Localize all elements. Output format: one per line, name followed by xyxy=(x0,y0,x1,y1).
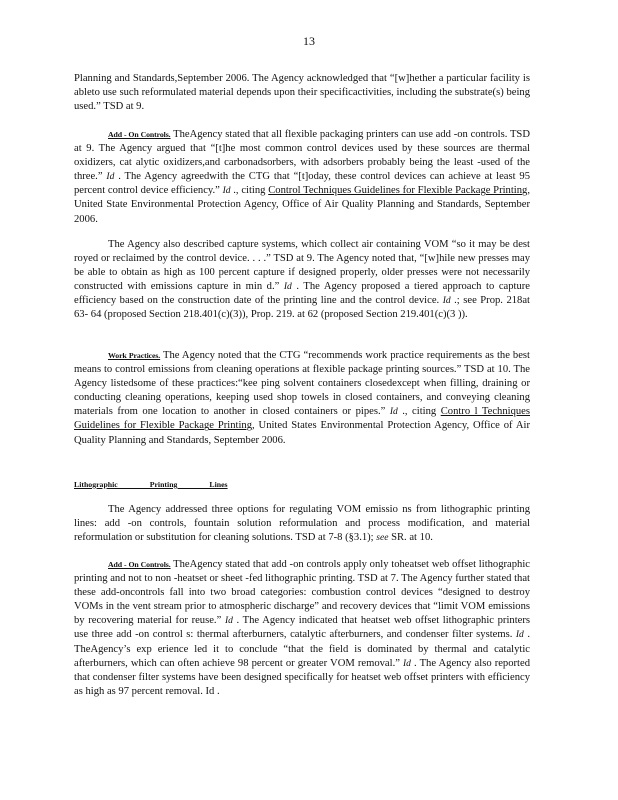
citation-title: Control Techniques Guidelines for Flexible Package Printing xyxy=(268,185,528,197)
paragraph-add-on-controls: Add - On Controls. TheAgency stated that all flexible packaging printers can use add -on controls. TSD at 9. The Agency argued that “[t]he most common control devices used by these sources are thermal oxidizers, cat alytic oxidizers,and carbonadsorbers, with adsorbers probably being the least -used of the three.” Id . The Agency agreedwith the CTG that “[t]oday, these control devices can achieve at least 95 percent control device efficiency.” Id ., citing Control Techniques Guidelines for Flexible Package Printing, United State Environmental Protection Agency, Office of Air Quality Planning and Standards, September 2006. xyxy=(74,129,530,225)
paragraph-continuation xyxy=(74,72,530,114)
section-heading: Work Practices. xyxy=(108,351,161,360)
section-heading: Add - On Controls. xyxy=(108,130,171,139)
section-heading: Add - On Controls. xyxy=(108,560,171,569)
citation-title: Contro l Techniques Guidelines for Flexible Package Printing xyxy=(74,406,530,432)
paragraph-work-practices: Work Practices. The Agency noted that the CTG “recommends work practice requirements as the best means to control emissions from cleaning operations at flexible package printing sources.” TSD at 10. The Agency listedsome of these practices:“kee ping solvent containers closedexcept when filling, draining or conducting cleaning operations, keeping used shop towels in closed containers, and conveying cleaning materials from one location to another in closed containers or pipes.” Id ., citing Contro l Techniques Guidelines for Flexible Package Printing, United States Environmental Protection Agency, Office of Air Quality Planning and Standards, September 2006. xyxy=(74,350,530,446)
section-heading-lithographic: Lithographic Printing Lines xyxy=(74,480,228,489)
page-number: 13 xyxy=(303,34,315,48)
paragraph-text: Planning and Standards,September 2006. The Agency acknowledged that “[w]hether a particular facility is ableto use such reformulated material depends upon their specificactivities, including the substrate(s) being used.” TSD at 9. xyxy=(74,73,530,113)
paragraph-capture-systems: The Agency also described capture systems, which collect air containing VOM “so it may be dest royed or reclaimed by the control device. . . .” TSD at 9. The Agency noted that, “[w]hile new presses may be able to obtain as high as 100 percent capture if designed properly, older presses were not necessarily constructed with emissions capture in min d.” Id . The Agency proposed a tiered approach to capture efficiency based on the construction date of the printing line and the control device. Id .; see Prop. 218at 63- 64 (proposed Section 218.401(c)(3)), Prop. 219. at 62 (proposed Section 219.401(c)(3 )). xyxy=(74,239,530,321)
paragraph-lithographic-add-on-controls: Add - On Controls. TheAgency stated that add -on controls apply only toheatset web offset lithographic printing and not to non -heatset or sheet -fed lithographic printing. TSD at 7. The Agency further stated that these add-oncontrols fall into two broad categories: combustion control devices “designed to destroy VOMs in the vent stream prior to atmospheric discharge” and recovery devices that “limit VOM emissions by recovering material for reuse.” Id . The Agency indicated that heatset web offset lithographic printers use three add -on control s: thermal afterburners, catalytic afterburners, and condenser filter systems. Id . TheAgency’s exp erience led it to conclude “that the field is dominated by thermal and catalytic afterburners, which can often achieve 98 percent or greater VOM removal.” Id . The Agency also reported that condenser filter systems have been designed specifically for heatset web offset printers with efficiency as high as 97 percent removal. Id . xyxy=(74,559,531,697)
paragraph-lithographic-options: The Agency addressed three options for regulating VOM emissio ns from lithographic printing lines: add -on controls, fountain solution reformulation and process modification, and material reformulation or substitution for cleaning solutions. TSD at 7-8 (§3.1); see SR. at 10. xyxy=(74,504,530,544)
